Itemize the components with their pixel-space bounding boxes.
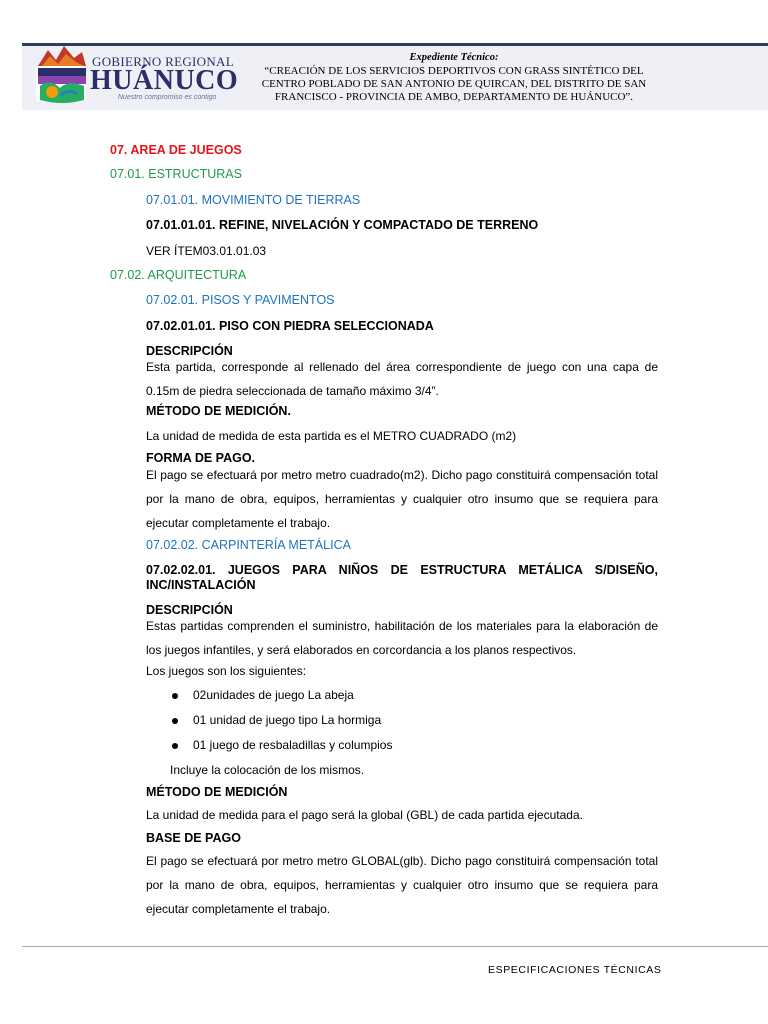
heading-07020101: 07.02.01.01. PISO CON PIEDRA SELECCIONADA xyxy=(146,319,434,333)
bullet-dot xyxy=(172,718,178,724)
list-item: 01 juego de resbaladillas y columpios xyxy=(193,738,393,752)
list-item: 01 unidad de juego tipo La hormiga xyxy=(193,713,382,727)
heading-0701: 07.01. ESTRUCTURAS xyxy=(110,167,242,181)
ver-item-text: VER ÍTEM03.01.01.03 xyxy=(146,244,267,258)
forma-pago-label: FORMA DE PAGO. xyxy=(146,451,256,465)
logo-tagline: Nuestro compromiso es contigo xyxy=(118,94,217,101)
metodo-1-label: MÉTODO DE MEDICIÓN. xyxy=(146,404,291,418)
heading-070202: 07.02.02. CARPINTERÍA METÁLICA xyxy=(146,538,351,552)
incluye-text: Incluye la colocación de los mismos. xyxy=(170,763,365,777)
bullet-dot xyxy=(172,743,178,749)
metodo-2-label: MÉTODO DE MEDICIÓN xyxy=(146,785,288,799)
expediente-title: Expediente Técnico: xyxy=(409,52,499,63)
base-pago-label: BASE DE PAGO xyxy=(146,831,241,845)
metodo-1-text: La unidad de medida de esta partida es el METRO CUADRADO (m2) xyxy=(146,429,517,443)
descripcion-1-label: DESCRIPCIÓN xyxy=(146,344,233,358)
base-pago-text: El pago se efectuará por metro metro GLOBAL(glb). Dicho pago constituirá compensación total por la mano de obra, equipos, herramientas y cualquier otro insumo que se requiera para ejecutar completamente el trabajo. xyxy=(146,854,658,916)
gobierno-regional-logo xyxy=(34,44,239,106)
descripcion-2-label: DESCRIPCIÓN xyxy=(146,603,233,617)
huanuco-emblem-icon xyxy=(34,44,90,106)
footer-label: ESPECIFICACIONES TÉCNICAS xyxy=(488,964,662,976)
heading-070201: 07.02.01. PISOS Y PAVIMENTOS xyxy=(146,293,335,307)
heading-070101: 07.01.01. MOVIMIENTO DE TIERRAS xyxy=(146,193,361,207)
project-name: “CREACIÓN DE LOS SERVICIOS DEPORTIVOS CON GRASS SINTÉTICO DEL CENTRO POBLADO DE SAN ANTONIO DE QUIRCAN, DEL DISTRITO DE SAN FRANCISCO - PROVINCIA DE AMBO, DEPARTAMENTO DE HUÁNUCO”. xyxy=(261,65,647,103)
descripcion-2-text: Estas partidas comprenden el suministro, habilitación de los materiales para la elaboración de los juegos infantiles, y será elaborados en corcordancia a los planos respectivos. xyxy=(146,619,658,657)
logo-line-2: HUÁNUCO xyxy=(90,65,239,96)
metodo-2-text: La unidad de medida para el pago será la global (GBL) de cada partida ejecutada. xyxy=(146,808,583,822)
heading-07010101: 07.01.01.01. REFINE, NIVELACIÓN Y COMPACTADO DE TERRENO xyxy=(146,218,539,232)
heading-07020201: 07.02.02.01. JUEGOS PARA NIÑOS DE ESTRUCTURA METÁLICA S/DISEÑO, INC/INSTALACIÓN xyxy=(146,563,658,592)
heading-0702: 07.02. ARQUITECTURA xyxy=(110,268,247,282)
juegos-intro: Los juegos son los siguientes: xyxy=(146,664,307,678)
heading-07: 07. AREA DE JUEGOS xyxy=(110,143,242,157)
bullet-dot xyxy=(172,693,178,699)
footer-rule xyxy=(22,946,768,947)
logo-line-1: GOBIERNO REGIONAL xyxy=(92,54,234,69)
list-item: 02unidades de juego La abeja xyxy=(193,688,354,702)
forma-pago-text: El pago se efectuará por metro metro cuadrado(m2). Dicho pago constituirá compensación total por la mano de obra, equipos, herramientas y cualquier otro insumo que se requiera para ejecutar completamente el trabajo. xyxy=(146,468,658,530)
descripcion-1-text: Esta partida, corresponde al rellenado del área correspondiente de juego con una capa de 0.15m de piedra seleccionada de tamaño máximo 3/4”. xyxy=(146,360,658,398)
